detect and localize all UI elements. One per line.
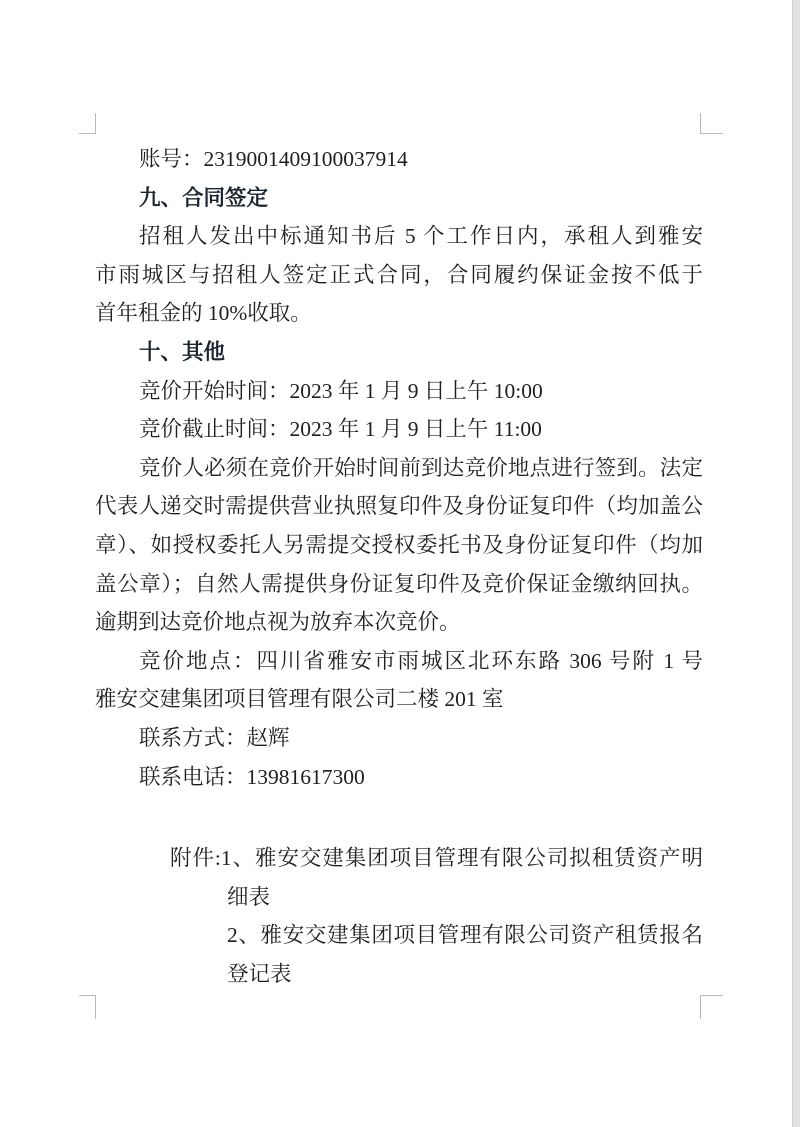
sign-in-notice-line: 逾期到达竞价地点视为放弃本次竞价。: [95, 610, 461, 635]
section-9-paragraph-line: 首年租金的 10%收取。: [95, 301, 312, 326]
document-body: [95, 140, 703, 993]
auction-location-line: 雅安交建集团项目管理有限公司二楼 201 室: [95, 687, 504, 712]
contact-phone-line: 联系电话：13981617300: [139, 764, 365, 789]
auction-deadline-line: 竞价截止时间：2023 年 1 月 9 日上午 11:00: [139, 417, 542, 442]
sign-in-notice-line: 盖公章）；自然人需提供身份证复印件及竞价保证金缴纳回执。: [95, 571, 703, 596]
sign-in-notice-line: 竞价人必须在竞价开始时间前到达竞价地点进行签到。法定: [139, 455, 703, 480]
text-boundary-mark-top-left: [79, 113, 96, 134]
attachment-line-1-continuation: 细表: [227, 884, 271, 909]
sign-in-notice-line: 章）、如授权委托人另需提交授权委托书及身份证复印件（均加: [95, 532, 703, 557]
sign-in-notice-line: 代表人递交时需提供营业执照复印件及身份证复印件（均加盖公: [95, 494, 703, 519]
text-boundary-mark-bottom-left: [79, 995, 96, 1019]
attachment-line-2-continuation: 登记表: [227, 961, 292, 986]
section-9-heading: 九、合同签定: [139, 185, 269, 210]
blank-line: [95, 796, 703, 839]
text-boundary-mark-bottom-right: [700, 995, 723, 1019]
auction-location-line: 竞价地点：四川省雅安市雨城区北环东路 306 号附 1 号: [139, 648, 703, 673]
text-boundary-mark-top-right: [700, 113, 723, 134]
auction-start-time-line: 竞价开始时间：2023 年 1 月 9 日上午 10:00: [139, 378, 543, 403]
section-10-heading: 十、其他: [139, 339, 226, 364]
attachment-line-2: 2、雅安交建集团项目管理有限公司资产租赁报名: [227, 923, 703, 948]
section-9-paragraph-line: 市雨城区与招租人签定正式合同，合同履约保证金按不低于: [95, 262, 703, 287]
page-edge-strip: [792, 0, 800, 1127]
attachment-line-1: 附件:1、雅安交建集团项目管理有限公司拟租赁资产明: [170, 846, 703, 871]
section-9-paragraph-line: 招租人发出中标通知书后 5 个工作日内，承租人到雅安: [139, 224, 703, 249]
account-number-line: 账号：2319001409100037914: [139, 147, 408, 171]
contact-name-line: 联系方式：赵辉: [139, 725, 290, 750]
